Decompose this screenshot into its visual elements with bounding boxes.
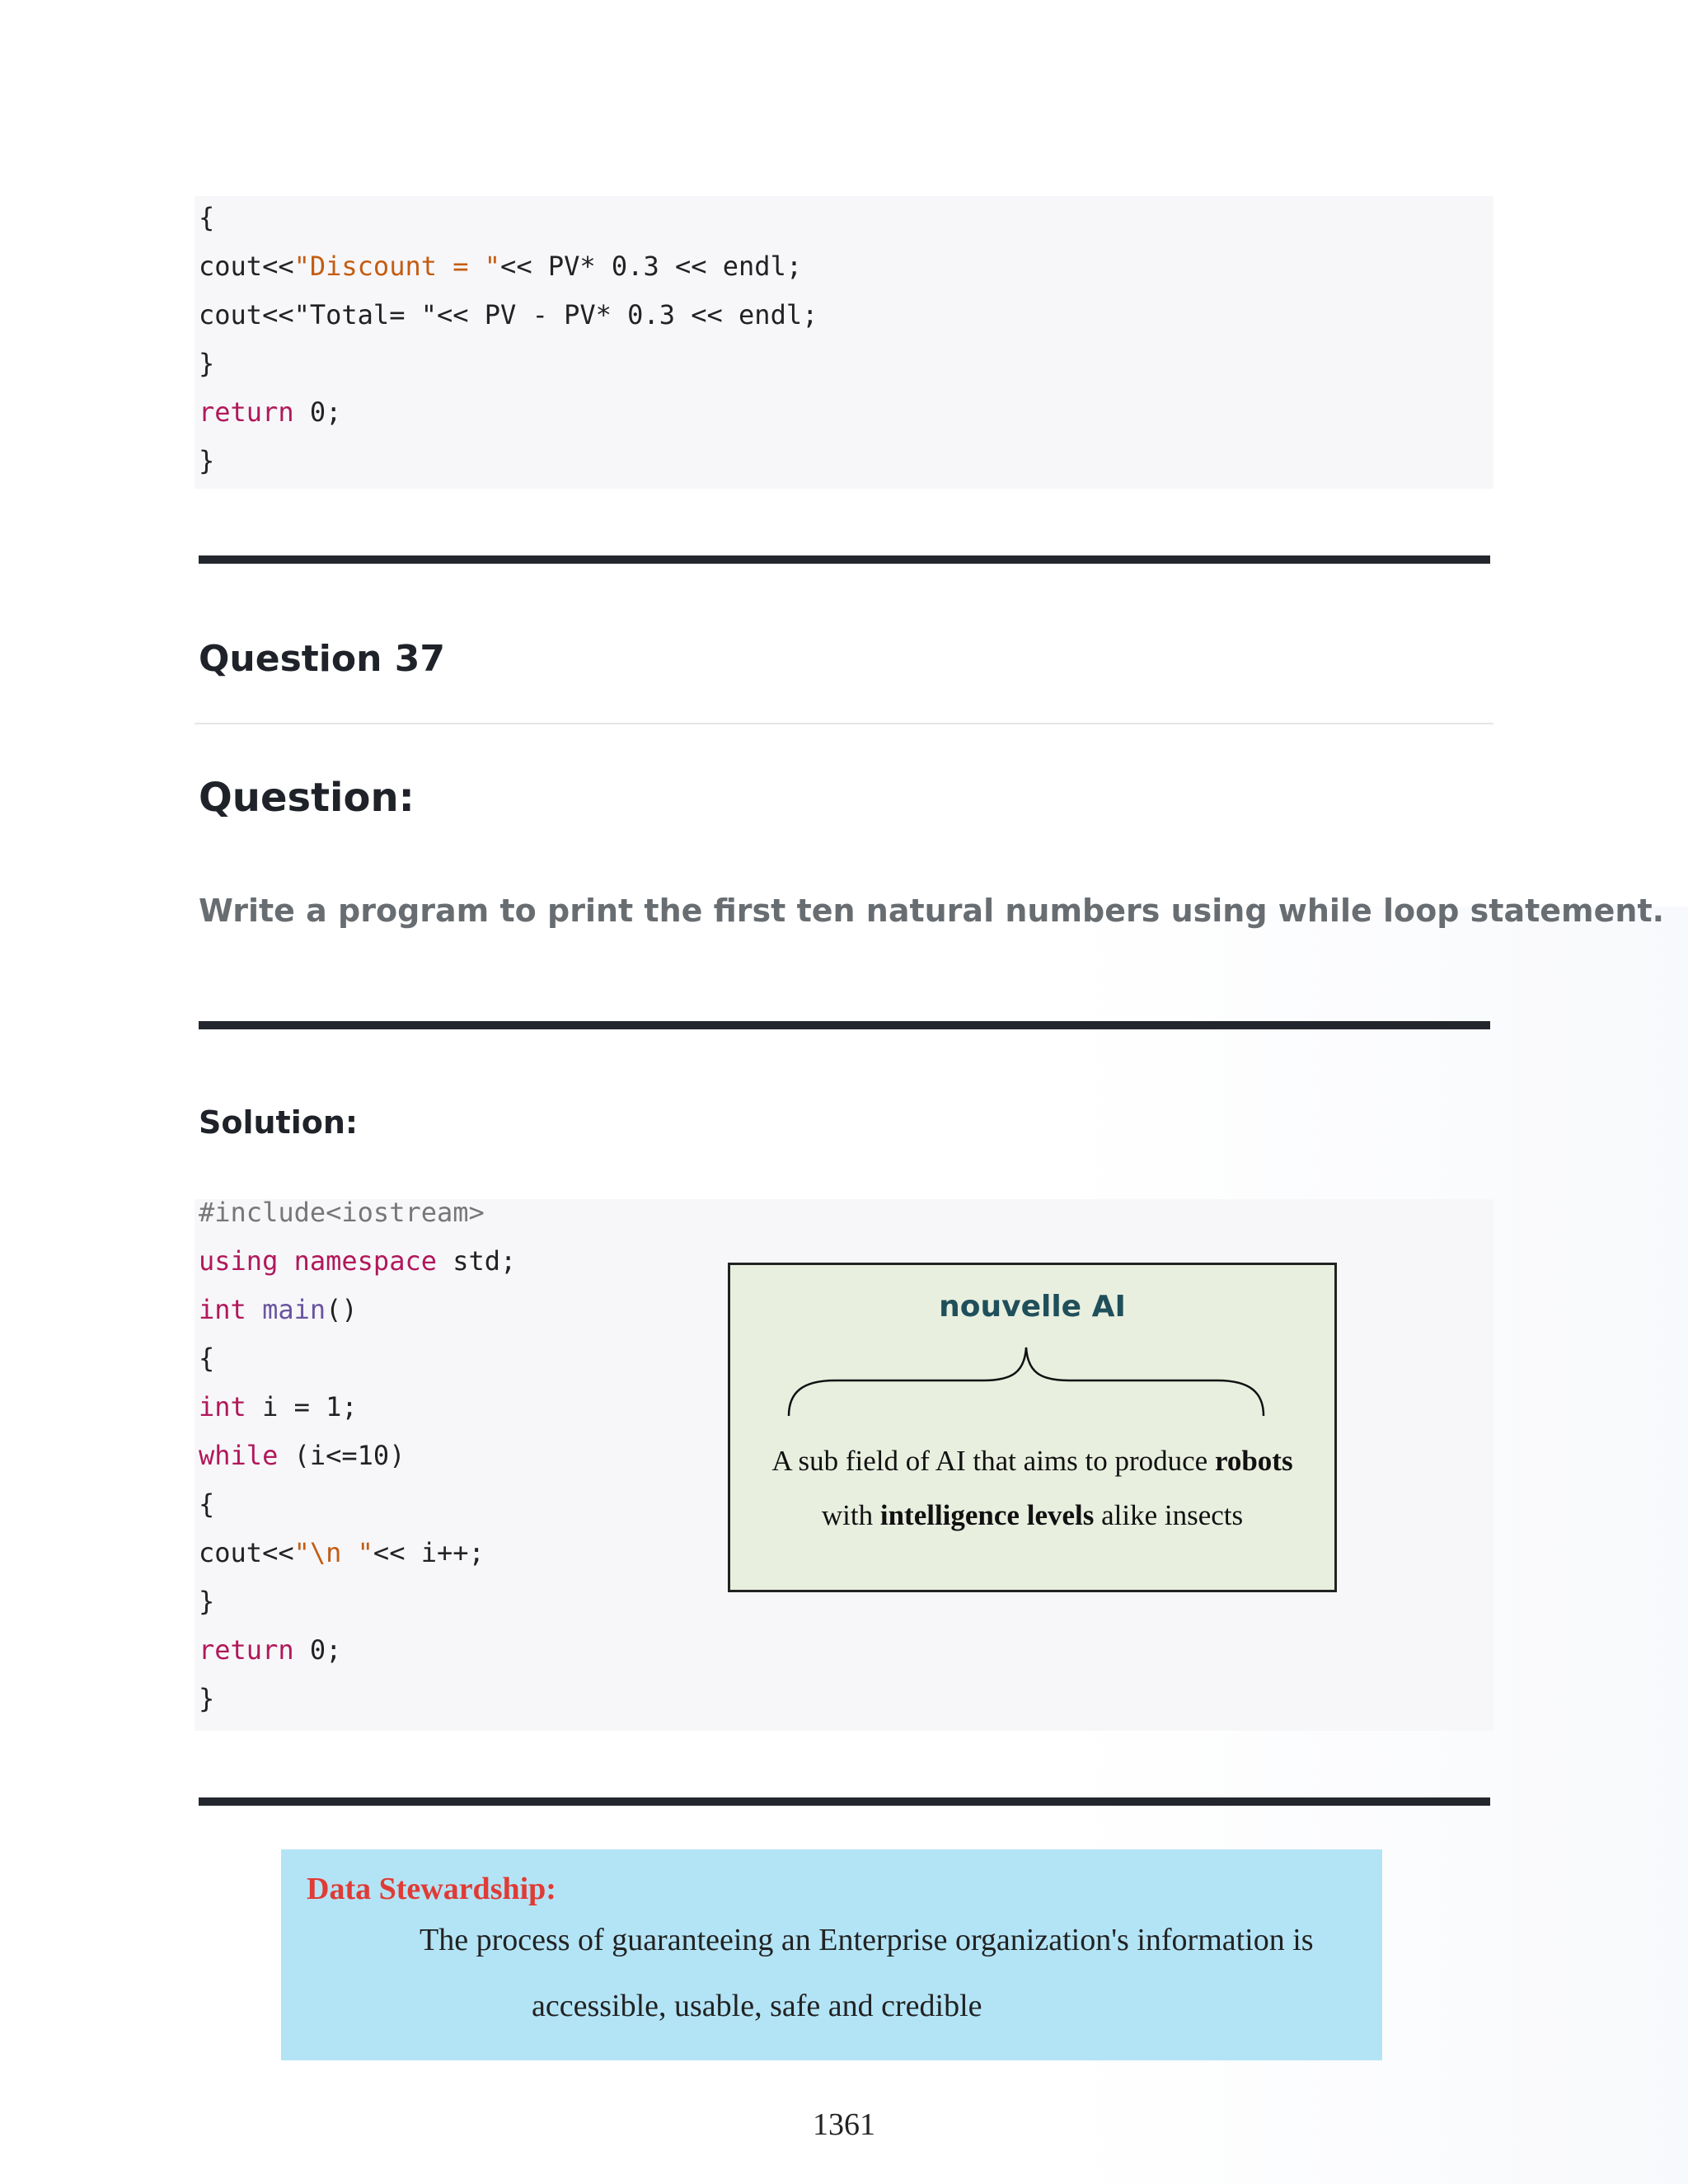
code-text: (i<=10) — [278, 1440, 406, 1471]
solution-label: Solution: — [199, 1104, 359, 1141]
callout-text-line1: The process of guaranteeing an Enterprise organization's information is — [420, 1923, 1314, 1957]
code-line — [199, 1536, 485, 1569]
code-text: () — [326, 1294, 358, 1325]
code-line — [199, 1342, 214, 1375]
code-text: { — [199, 1488, 215, 1520]
code-text: } — [199, 348, 215, 379]
code-line — [199, 1585, 214, 1618]
code-keyword: using — [199, 1245, 279, 1277]
code-keyword: int — [199, 1391, 246, 1422]
code-line — [199, 1488, 214, 1521]
code-text — [246, 1294, 262, 1325]
question-number-heading: Question 37 — [199, 638, 445, 680]
code-text: } — [199, 1586, 215, 1617]
code-text: cout<< — [199, 1537, 294, 1568]
code-line — [199, 396, 341, 429]
code-text: { — [199, 1343, 215, 1374]
code-line — [199, 1390, 358, 1423]
code-line — [199, 250, 802, 283]
callout-title: nouvelle AI — [939, 1290, 1126, 1324]
code-keyword: return — [199, 1634, 294, 1666]
code-text: i = 1; — [246, 1391, 358, 1422]
code-line — [199, 1293, 358, 1326]
heading-underline — [195, 723, 1493, 724]
curly-brace-icon — [728, 1343, 1337, 1434]
code-string: "Discount = " — [293, 251, 501, 282]
callout-title: Data Stewardship: — [307, 1872, 556, 1906]
section-divider — [199, 1021, 1490, 1029]
code-line — [199, 1244, 516, 1277]
code-text: << PV* 0.3 << endl; — [500, 251, 803, 282]
code-line — [199, 201, 214, 234]
data-stewardship-callout — [281, 1849, 1382, 2060]
callout-desc-text: A sub field of AI that aims to produce — [771, 1445, 1215, 1477]
code-keyword: namespace — [293, 1245, 437, 1277]
callout-desc-text: alike insects — [1094, 1499, 1244, 1531]
code-keyword: return — [199, 396, 294, 428]
code-line — [199, 347, 214, 380]
code-keyword: while — [199, 1440, 279, 1471]
nouvelle-ai-callout — [728, 1263, 1337, 1592]
section-divider — [199, 555, 1490, 564]
code-line — [199, 1439, 405, 1472]
code-text: cout<< — [199, 251, 294, 282]
code-text: 0; — [293, 396, 342, 428]
code-text: } — [199, 445, 215, 476]
code-line — [199, 1196, 485, 1229]
page-number: 1361 — [813, 2107, 875, 2142]
code-text: << i++; — [373, 1537, 485, 1568]
code-text: cout<<"Total= "<< PV - PV* 0.3 << endl; — [199, 299, 818, 330]
code-text: 0; — [293, 1634, 342, 1666]
code-preprocessor: #include<iostream> — [199, 1197, 485, 1228]
code-text: { — [199, 202, 215, 233]
callout-desc-bold: intelligence levels — [879, 1499, 1095, 1531]
code-keyword: int — [199, 1294, 246, 1325]
code-line — [199, 1682, 214, 1715]
callout-text-line2: accessible, usable, safe and credible — [532, 1989, 982, 2023]
code-line — [199, 444, 214, 477]
code-line — [199, 298, 818, 331]
section-divider — [199, 1797, 1490, 1806]
callout-desc-line2 — [730, 1499, 1334, 1532]
callout-desc-line1 — [730, 1445, 1334, 1478]
code-block-top — [195, 196, 1493, 489]
code-string: "\n " — [293, 1537, 373, 1568]
question-text: Write a program to print the first ten natural numbers using while loop statement. — [199, 893, 1665, 929]
code-text — [278, 1245, 293, 1277]
code-function: main — [262, 1294, 326, 1325]
callout-desc-bold: robots — [1214, 1445, 1293, 1477]
callout-desc-text: with — [821, 1499, 880, 1531]
code-text: std; — [436, 1245, 517, 1277]
code-line — [199, 1633, 341, 1666]
code-text: } — [199, 1683, 215, 1714]
question-label-heading: Question: — [199, 775, 415, 821]
